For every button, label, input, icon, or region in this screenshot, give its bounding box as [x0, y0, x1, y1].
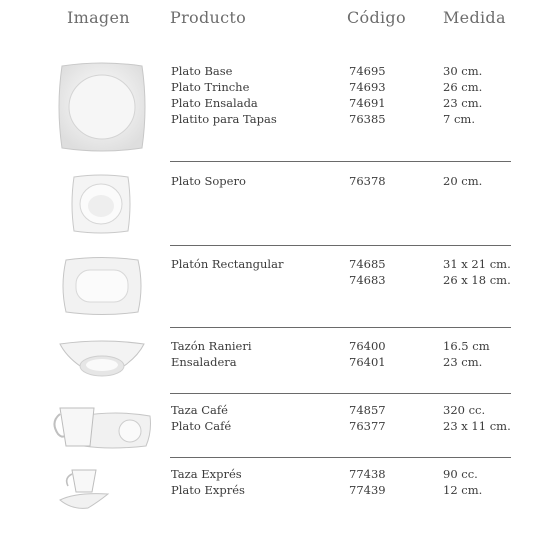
product-size: 23 cm.	[443, 96, 483, 110]
product-size: 90 cc.	[443, 467, 478, 481]
row-divider	[170, 245, 511, 246]
product-size: 20 cm.	[443, 174, 483, 188]
product-size: 23 cm.	[443, 355, 483, 369]
coffee-cup-icon	[50, 400, 154, 452]
row-divider	[170, 161, 511, 162]
rectangular-platter-icon	[60, 256, 144, 316]
product-name: Taza Café	[171, 403, 228, 417]
product-name: Taza Exprés	[171, 467, 242, 481]
product-name: Platón Rectangular	[171, 257, 284, 271]
row-divider	[170, 393, 511, 394]
bowl-icon	[58, 336, 146, 386]
product-code: 74685	[349, 257, 386, 271]
product-code: 77438	[349, 467, 386, 481]
product-code: 76378	[349, 174, 386, 188]
product-name: Platito para Tapas	[171, 112, 277, 126]
product-name: Tazón Ranieri	[171, 339, 252, 353]
product-size: 16.5 cm	[443, 339, 490, 353]
product-size: 26 x 18 cm.	[443, 273, 511, 287]
product-size: 7 cm.	[443, 112, 475, 126]
header-product: Producto	[170, 8, 247, 27]
product-size: 23 x 11 cm.	[443, 419, 511, 433]
product-code: 76401	[349, 355, 386, 369]
espresso-cup-icon	[58, 464, 110, 510]
product-name: Ensaladera	[171, 355, 237, 369]
header-code: Código	[347, 8, 406, 27]
product-code: 74691	[349, 96, 386, 110]
header-size: Medida	[443, 8, 506, 27]
product-size: 26 cm.	[443, 80, 483, 94]
product-size: 30 cm.	[443, 64, 483, 78]
product-size: 320 cc.	[443, 403, 486, 417]
product-code: 74695	[349, 64, 386, 78]
header-image: Imagen	[67, 8, 130, 27]
product-name: Plato Exprés	[171, 483, 245, 497]
product-code: 76385	[349, 112, 386, 126]
product-name: Plato Ensalada	[171, 96, 258, 110]
product-name: Plato Sopero	[171, 174, 246, 188]
product-name: Plato Trinche	[171, 80, 250, 94]
product-code: 76400	[349, 339, 386, 353]
product-code: 76377	[349, 419, 386, 433]
product-size: 12 cm.	[443, 483, 483, 497]
product-name: Plato Base	[171, 64, 233, 78]
square-plate-icon	[56, 62, 148, 152]
product-code: 74857	[349, 403, 386, 417]
soup-plate-icon	[70, 173, 132, 235]
product-size: 31 x 21 cm.	[443, 257, 511, 271]
row-divider	[170, 457, 511, 458]
product-code: 77439	[349, 483, 386, 497]
row-divider	[170, 327, 511, 328]
product-name: Plato Café	[171, 419, 232, 433]
product-code: 74683	[349, 273, 386, 287]
product-code: 74693	[349, 80, 386, 94]
